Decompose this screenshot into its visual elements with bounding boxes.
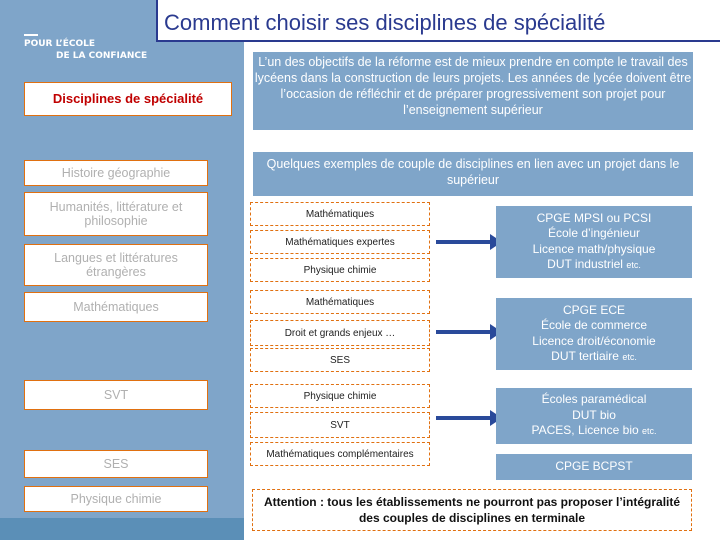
discipline-physique-chimie: Physique chimie — [24, 486, 208, 512]
outcome-line: École d’ingénieur — [547, 226, 641, 240]
page-title: Comment choisir ses disciplines de spécialité — [164, 10, 606, 35]
outcome-line: DUT industriel etc. — [547, 257, 641, 271]
outcome-line: Licence droit/économie — [532, 333, 656, 348]
logo-line-1: POUR L’ÉCOLE — [24, 39, 95, 49]
pair-item: Physique chimie — [250, 258, 430, 282]
outcome-line: DUT tertiaire etc. — [551, 349, 637, 363]
pair-item: SES — [250, 348, 430, 372]
logo-bar — [24, 34, 38, 36]
outcome-line: CPGE BCPST — [555, 459, 633, 474]
outcome-line: PACES, Licence bio etc. — [531, 423, 657, 438]
logo — [24, 38, 147, 62]
pair-item: SVT — [250, 412, 430, 438]
discipline-mathematiques: Mathématiques — [24, 292, 208, 322]
outcome-line: École de commerce — [540, 318, 648, 332]
pair-item: Mathématiques complémentaires — [250, 442, 430, 466]
pair-item: Droit et grands enjeux … — [250, 320, 430, 346]
outcome-line: CPGE MPSI ou PCSI — [536, 210, 652, 225]
pair-item: Mathématiques expertes — [250, 230, 430, 254]
pair-item: Mathématiques — [250, 202, 430, 226]
discipline-ses: SES — [24, 450, 208, 478]
warning-note: Attention : tous les établissements ne pourront pas proposer l’intégralité des couples de disciplines en terminale — [252, 489, 692, 531]
discipline-humanites: Humanités, littérature et philosophie — [24, 192, 208, 236]
outcome-line: Écoles paramédical — [541, 392, 647, 407]
discipline-histoire-geo: Histoire géographie — [24, 160, 208, 186]
outcome-line: CPGE ECE — [562, 302, 625, 317]
outcome-engineering — [496, 206, 692, 278]
pair-item: Mathématiques — [250, 290, 430, 314]
examples-heading: Quelques exemples de couple de disciplines en lien avec un projet dans le supérieur — [253, 152, 693, 196]
pair-item: Physique chimie — [250, 384, 430, 408]
outcome-health — [496, 388, 692, 444]
discipline-svt: SVT — [24, 380, 208, 410]
outcome-line: DUT bio — [572, 407, 616, 422]
intro-text: L’un des objectifs de la réforme est de mieux prendre en compte le travail des lycéens dans la construction de leurs projets. Les années de lycée doivent être l’occasion de réfléchir et de préparer progressivement son projet pour l’enseignement supérieur — [253, 52, 693, 130]
outcome-line: Licence math/physique — [532, 241, 656, 256]
outcome-commerce — [496, 298, 692, 370]
discipline-langues: Langues et littératures étrangères — [24, 244, 208, 286]
outcome-bcpst — [496, 454, 692, 480]
logo-line-2: DE LA CONFIANCE — [56, 51, 148, 61]
sidebar-heading: Disciplines de spécialité — [24, 82, 232, 116]
